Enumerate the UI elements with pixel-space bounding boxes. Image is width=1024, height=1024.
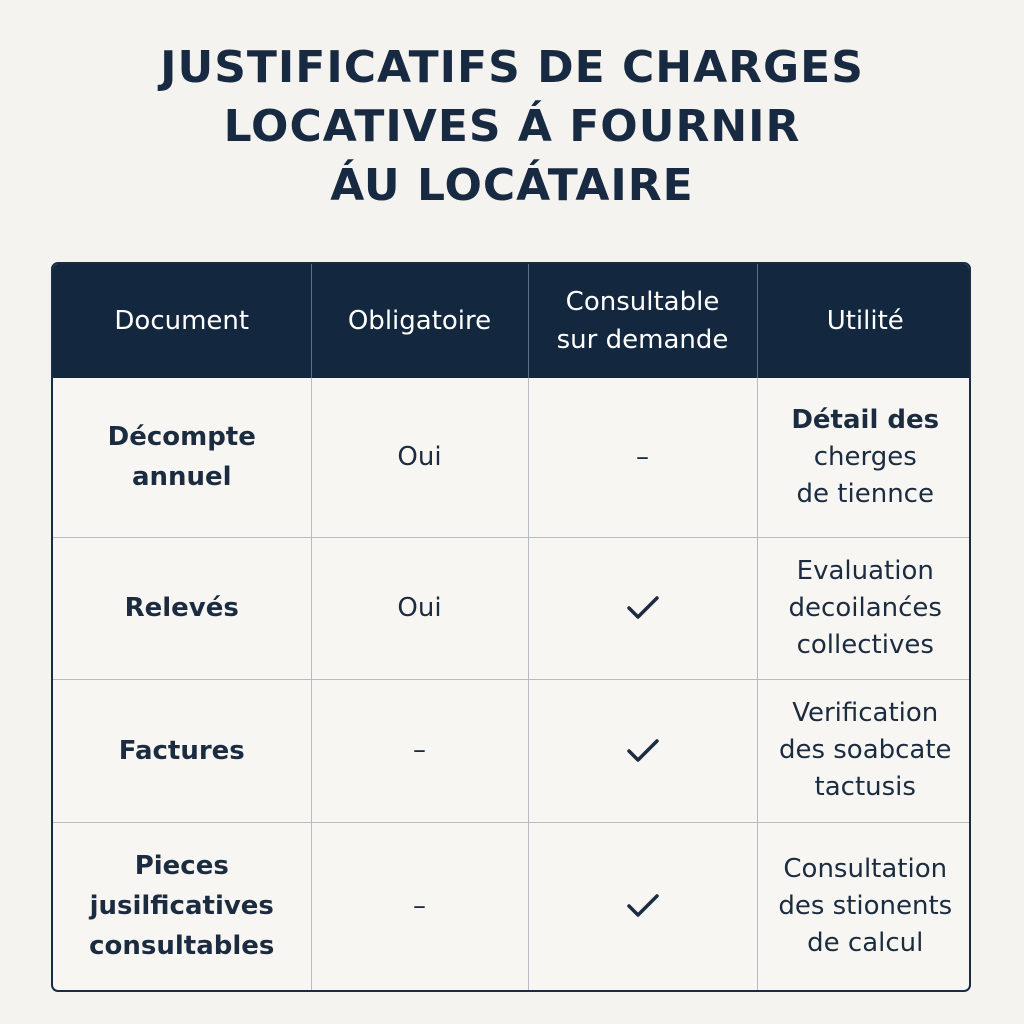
cell-consultable [528,679,757,822]
consultable-value: – [636,441,649,472]
table-header [53,264,971,378]
cell-consultable [528,822,757,990]
cell-document [53,378,311,537]
checkmark-icon [626,737,660,765]
cell-utilite [757,537,971,679]
header-utilite-label: Utilité [826,306,904,336]
utilite-line: Verification [792,698,939,728]
cell-obligatoire [311,679,528,822]
utilite-line: tactusis [814,772,916,802]
utilite-line: des soabcate [778,735,952,765]
cell-document [53,679,311,822]
title-line-2: LOCATIVES Á FOURNIR [223,101,801,152]
utilite-line: Consultation [783,853,948,884]
cell-utilite [757,822,971,990]
utilite-line: des stionents [778,890,953,921]
document-line: Pieces [134,851,229,882]
cell-obligatoire [311,822,528,990]
header-obligatoire-label: Obligatoire [347,306,492,336]
charges-table [51,262,971,992]
utilite-line: cherges [813,441,917,472]
header-utilite [757,264,971,378]
cell-document [53,822,311,990]
table-row [53,679,971,822]
utilite-line: collectives [796,629,934,660]
cell-document [53,537,311,679]
cell-utilite [757,378,971,537]
cell-obligatoire [311,537,528,679]
table-row [53,822,971,990]
table-row [53,537,971,679]
document-line: Relevés [124,593,239,623]
document-line: consultables [89,931,275,962]
obligatoire-value: Oui [397,441,442,472]
checkmark-icon [626,892,660,920]
charges-table-grid [53,264,971,990]
document-line: annuel [131,462,232,493]
document-line: Factures [118,735,245,766]
header-consultable-line-2: sur demande [556,325,729,355]
utilite-line: Evaluation [796,555,934,586]
table-header-row [53,264,971,378]
utilite-line: de tiennce [796,478,934,509]
checkmark-icon [626,594,660,622]
obligatoire-value: – [413,735,426,765]
header-document [53,264,311,378]
utilite-line: de calcul [807,927,924,958]
document-line: jusilficatives [89,891,274,922]
document-line: Décompte [107,422,256,453]
header-document-label: Document [114,306,250,336]
cell-consultable [528,378,757,537]
header-consultable-line-1: Consultable [565,287,720,317]
header-obligatoire [311,264,528,378]
cell-consultable [528,537,757,679]
obligatoire-value: – [413,890,426,921]
cell-obligatoire [311,378,528,537]
cell-utilite [757,679,971,822]
header-consultable [528,264,757,378]
utilite-line: decoilanćes [788,592,942,623]
title-line-3: ÁU LOCÁTAIRE [330,160,694,211]
utilite-line: Détail des [791,404,940,435]
obligatoire-value: Oui [397,592,442,623]
table-body [53,378,971,990]
table-row [53,378,971,537]
title-line-1: JUSTIFICATIFS DE CHARGES [160,42,864,93]
page-title [0,38,1024,215]
